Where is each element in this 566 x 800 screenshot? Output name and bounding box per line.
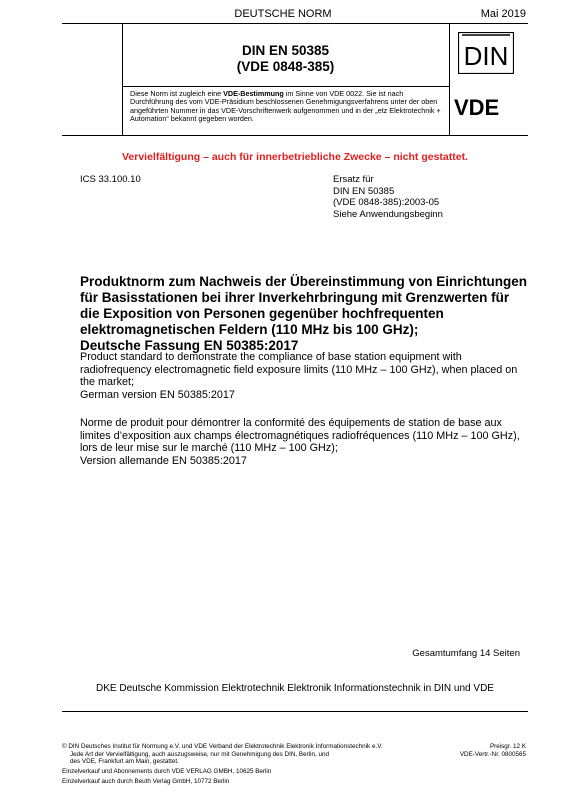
total-pages: Gesamtumfang 14 Seiten — [412, 648, 520, 659]
title-german-text: Produktnorm zum Nachweis der Übereinstimmung von Einrichtungen für Basisstationen bei ihrer Inverkehrbringung mit Grenzwerten für die Exposition von Personen gegenüber hochfrequenten elektromagnetischen Feldern (110 MHz bis 100 GHz); — [80, 274, 528, 337]
vde-note-cell — [122, 86, 450, 135]
copyright-line-2: Jede Art der Vervielfältigung, auch auszugsweise, nur mit Genehmigung des DIN, Berlin, und — [70, 750, 330, 758]
din-logo — [458, 32, 514, 74]
publication-date: Mai 2019 — [480, 8, 526, 20]
copy-warning: Vervielfältigung – auch für innerbetriebliche Zwecke – nicht gestattet. — [121, 151, 468, 163]
title-german-version: Deutsche Fassung EN 50385:2017 — [80, 338, 299, 353]
title-french-version: Version allemande EN 50385:2017 — [80, 454, 247, 467]
price-info — [460, 743, 526, 758]
title-english — [80, 351, 528, 401]
header-box — [62, 23, 528, 135]
standard-label: DEUTSCHE NORM — [234, 8, 332, 20]
ersatz-line-1: Ersatz für — [333, 174, 374, 185]
ics-code: ICS 33.100.10 — [80, 174, 141, 185]
header-bottom-rule — [62, 135, 528, 136]
vde-logo: VDE — [454, 95, 500, 120]
doc-number-cell — [122, 23, 450, 87]
ersatz-line-3: (VDE 0848-385):2003-05 — [333, 197, 440, 208]
sales-beuth-verlag: Einzelverkauf auch durch Beuth Verlag GmbH, 10772 Berlin — [62, 778, 230, 785]
copyright-line-3: des VDE, Frankfurt am Main, gestattet. — [70, 758, 179, 765]
vde-sales-number: VDE-Vertr.-Nr. 0800565 — [459, 750, 526, 758]
vde-note: Diese Norm ist zugleich eine VDE-Bestimmung im Sinne von VDE 0022. Sie ist nach Durchführung des vom VDE-Präsidium beschlossenen Genehmigungsverfahrens unter der oben angeführten Nummer in das VDE-Vorschriftenwerk aufgenommen und in der „etz Elektrotechnik + Automation“ bekannt gegeben worden. — [130, 89, 441, 124]
doc-vde-number: (VDE 0848-385) — [236, 59, 335, 74]
sales-vde-verlag: Einzelverkauf und Abonnements durch VDE VERLAG GMBH, 10625 Berlin — [62, 768, 272, 775]
replacement-info — [333, 174, 443, 220]
title-german — [80, 274, 528, 354]
din-logo-text: DIN — [463, 41, 509, 71]
title-english-text: Product standard to demonstrate the compliance of base station equipment with radiofrequency electromagnetic field exposure limits (110 MHz – 100 GHz), when placed on the market; — [80, 351, 518, 388]
header-left-cell — [62, 23, 123, 135]
footer-top-rule — [62, 711, 528, 712]
ersatz-line-4: Siehe Anwendungsbeginn — [333, 208, 443, 220]
title-english-version: German version EN 50385:2017 — [80, 388, 235, 401]
copyright-line-1: © DIN Deutsches Institut für Normung e.V. und VDE Verband der Elektrotechnik Elektronik Informationstechnik e.V. — [62, 743, 383, 750]
title-french — [80, 417, 528, 467]
ersatz-line-2: DIN EN 50385 — [333, 185, 395, 197]
price-group: Preisgr. 12 K — [489, 743, 526, 750]
dke-line: DKE Deutsche Kommission Elektrotechnik Elektronik Informationstechnik in DIN und VDE — [96, 683, 494, 694]
title-french-text: Norme de produit pour démontrer la conformité des équipements de station de base aux limites d’exposition aux champs électromagnétiques radiofréquences (110 MHz – 100 GHz), lors de leur mise sur le marché (110 MHz – 100 GHz); — [80, 417, 520, 454]
copyright-notice — [62, 743, 432, 766]
doc-number: DIN EN 50385 — [241, 43, 330, 58]
